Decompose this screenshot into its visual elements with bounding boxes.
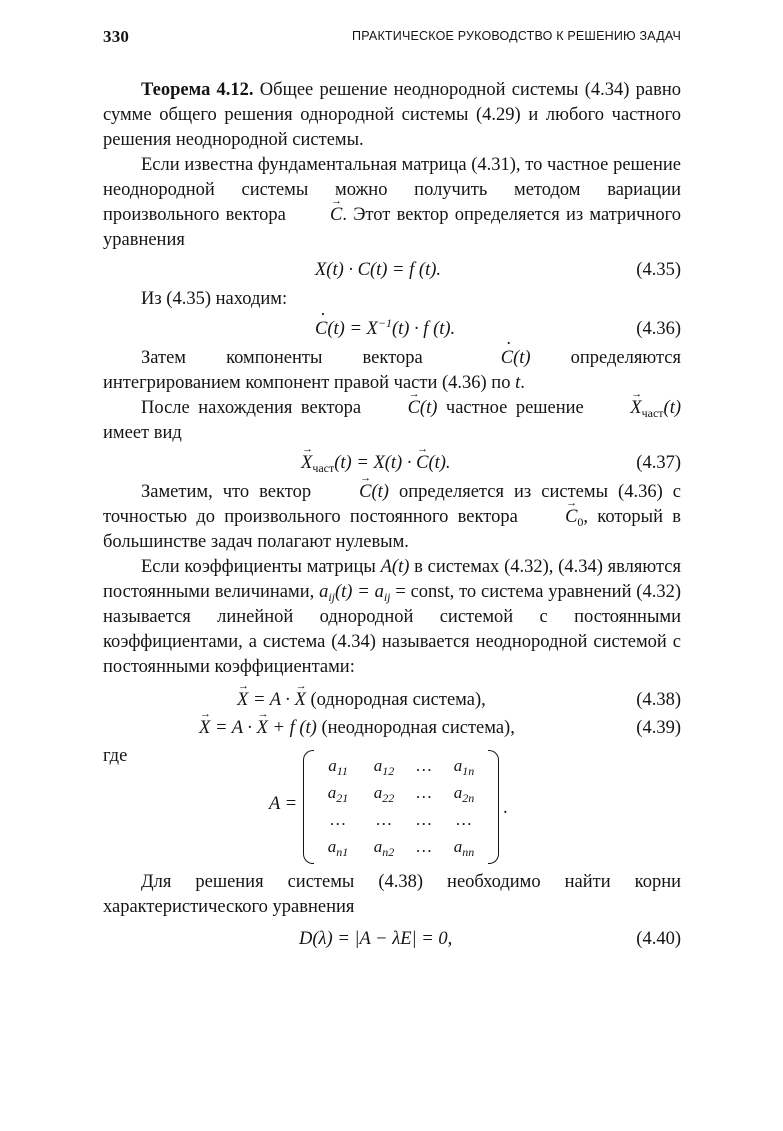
theorem-paragraph — [103, 78, 681, 153]
matrix-period: . — [503, 798, 508, 818]
subscript: ij — [328, 590, 335, 604]
paragraph-text: в системах (4.32), (4.34) являются постоянными величинами, — [103, 557, 681, 602]
equation-note: (однородная система), — [305, 690, 486, 710]
matrix-row — [315, 779, 487, 806]
where-label: где — [103, 746, 128, 766]
running-title: ПРАКТИЧЕСКОЕ РУКОВОДСТВО К РЕШЕНИЮ ЗАДАЧ — [352, 29, 681, 43]
argument-t: (t) — [663, 398, 681, 418]
matrix-definition — [103, 744, 681, 870]
paragraph-text: , то система уравнений (4.32) называется линейной однородной системой с постоянными коэффициентами, а система (4.34) называется неоднородной системой с постоянными коэффициентами: — [103, 582, 681, 677]
matrix-cell: $a_{n2}$ — [373, 837, 395, 859]
equation-number: (4.38) — [636, 690, 681, 710]
document-page — [103, 20, 681, 956]
paragraph-text: Если коэффициенты матрицы — [141, 557, 381, 577]
equation-number: (4.37) — [636, 453, 681, 473]
paragraph-characteristic: Для решения системы (4.38) необходимо найти корни характеристического уравнения — [103, 872, 681, 917]
matrix-cell: … — [456, 810, 472, 829]
equation-number: (4.35) — [636, 260, 681, 280]
matrix-cell: $a_{1n}$ — [453, 756, 475, 778]
matrix-cell: $a_{n1}$ — [327, 837, 349, 859]
matrix-lhs: A = — [269, 794, 298, 814]
paragraph-text: имеет вид — [103, 423, 182, 443]
matrix-cell: $a_{nn}$ — [453, 837, 475, 859]
matrix-row — [315, 752, 487, 779]
right-bracket — [488, 750, 499, 864]
paragraph-text: Если известна фундаментальная матрица (4.31), то частное решение неоднородной системы можно получить методом вариации произвольного вектора — [103, 155, 681, 225]
paragraph-text: Заметим, что вектор — [141, 482, 322, 502]
paragraph-text: После нахождения вектора — [141, 398, 370, 418]
matrix-cell: $a_{22}$ — [373, 783, 395, 805]
page-number: 330 — [103, 27, 130, 46]
matrix-cell: … — [416, 837, 432, 856]
const-text: = const — [390, 582, 450, 602]
matrix-cell: $a_{12}$ — [373, 756, 395, 778]
paragraph-text: частное решение — [437, 398, 593, 418]
equation-4-36 — [103, 312, 681, 346]
paragraph-text: , который в большинстве задач полагают нулевым. — [103, 507, 681, 552]
vector-c: → C(t) — [370, 396, 438, 421]
matrix-cell: … — [376, 810, 392, 829]
vector-x: → X — [295, 686, 306, 714]
paragraph-text: Затем компоненты вектора — [141, 348, 463, 368]
matrix-cell: $a_{21}$ — [327, 783, 349, 805]
equation-part: = X — [344, 319, 378, 339]
equation-part: = A · — [210, 718, 257, 738]
paragraph-find: Из (4.35) находим: — [141, 289, 288, 309]
equation-note: (неоднородная система), — [316, 718, 515, 738]
paragraph-text: определяется из системы (4.36) с точностью до произвольного постоянного вектора — [103, 482, 681, 527]
vector-x: → X — [257, 714, 268, 742]
matrix-row — [315, 806, 487, 833]
left-bracket — [303, 750, 314, 864]
c-dot-symbol: · C(t) — [463, 346, 531, 371]
matrix-a-t: A(t) — [380, 557, 410, 577]
subscript: ij — [383, 590, 391, 604]
matrix-cell: $a_{2n}$ — [453, 783, 475, 805]
equation-4-35 — [103, 253, 681, 287]
equation-formula: X(t) · C(t) = f (t). — [315, 260, 442, 280]
equation-part: (t) · f (t). — [391, 319, 456, 339]
theorem-text: Общее решение неоднородной системы (4.34) равно сумме общего решения однородной системы (4.29) и любого частного решения неоднородной системы. — [103, 80, 681, 150]
subscript: 0 — [577, 515, 584, 529]
vector-c0: → C — [527, 505, 577, 530]
equation-number: (4.39) — [636, 718, 681, 738]
equation-formula: D(λ) = |A − λE| = 0, — [299, 929, 453, 949]
c-dot-symbol: · C(t) — [315, 312, 345, 346]
equation-part: (t). — [428, 453, 451, 473]
page-content — [103, 78, 681, 956]
vector-x: → X — [301, 446, 312, 480]
page-header — [103, 20, 681, 50]
equation-number: (4.36) — [636, 319, 681, 339]
matrix-a — [303, 750, 499, 866]
theorem-title: Теорема 4.12. — [141, 80, 254, 100]
equation-4-39 — [103, 714, 681, 742]
equation-part: (t) = X(t) · — [334, 453, 417, 473]
vector-c: → C — [416, 446, 428, 480]
paragraph-text: определяются интегрированием компонент правой части (4.36) по — [103, 348, 681, 393]
matrix-cell: … — [416, 810, 432, 829]
vector-c: → C — [292, 203, 342, 228]
paragraph-note — [103, 480, 681, 555]
equation-formula — [237, 686, 486, 714]
paragraph-variation — [103, 153, 681, 253]
paragraph-particular — [103, 396, 681, 446]
equation-4-40 — [103, 922, 681, 956]
matrix-cell: … — [330, 810, 346, 829]
matrix-table — [315, 752, 487, 860]
vector-x: → X — [592, 396, 641, 421]
matrix-cell: … — [416, 756, 432, 775]
paragraph-text: . — [520, 373, 525, 393]
variable-t: t — [515, 373, 521, 393]
coefficient-a: (t) = a — [335, 582, 384, 602]
equation-part: = A · — [248, 690, 295, 710]
subscript: част — [312, 461, 335, 475]
coefficient-a: a — [319, 582, 329, 602]
equation-formula — [199, 714, 515, 742]
matrix-cell: $a_{11}$ — [328, 756, 348, 778]
vector-x-dot: → X — [199, 714, 210, 742]
paragraph-constant-coefficients — [103, 555, 681, 680]
subscript: част — [641, 406, 664, 420]
matrix-cell: … — [416, 783, 432, 802]
equation-number: (4.40) — [636, 929, 681, 949]
paragraph-text: . Этот вектор определяется из матричного уравнения — [103, 205, 681, 250]
equation-formula — [315, 312, 455, 346]
equation-4-37 — [103, 446, 681, 480]
vector-x-dot: → X — [237, 686, 248, 714]
matrix-row — [315, 833, 487, 860]
superscript: −1 — [377, 315, 392, 330]
matrix-body — [315, 752, 487, 860]
vector-c: → C(t) — [321, 480, 389, 505]
equation-4-38 — [103, 686, 681, 714]
equation-part: + f (t) — [267, 718, 317, 738]
